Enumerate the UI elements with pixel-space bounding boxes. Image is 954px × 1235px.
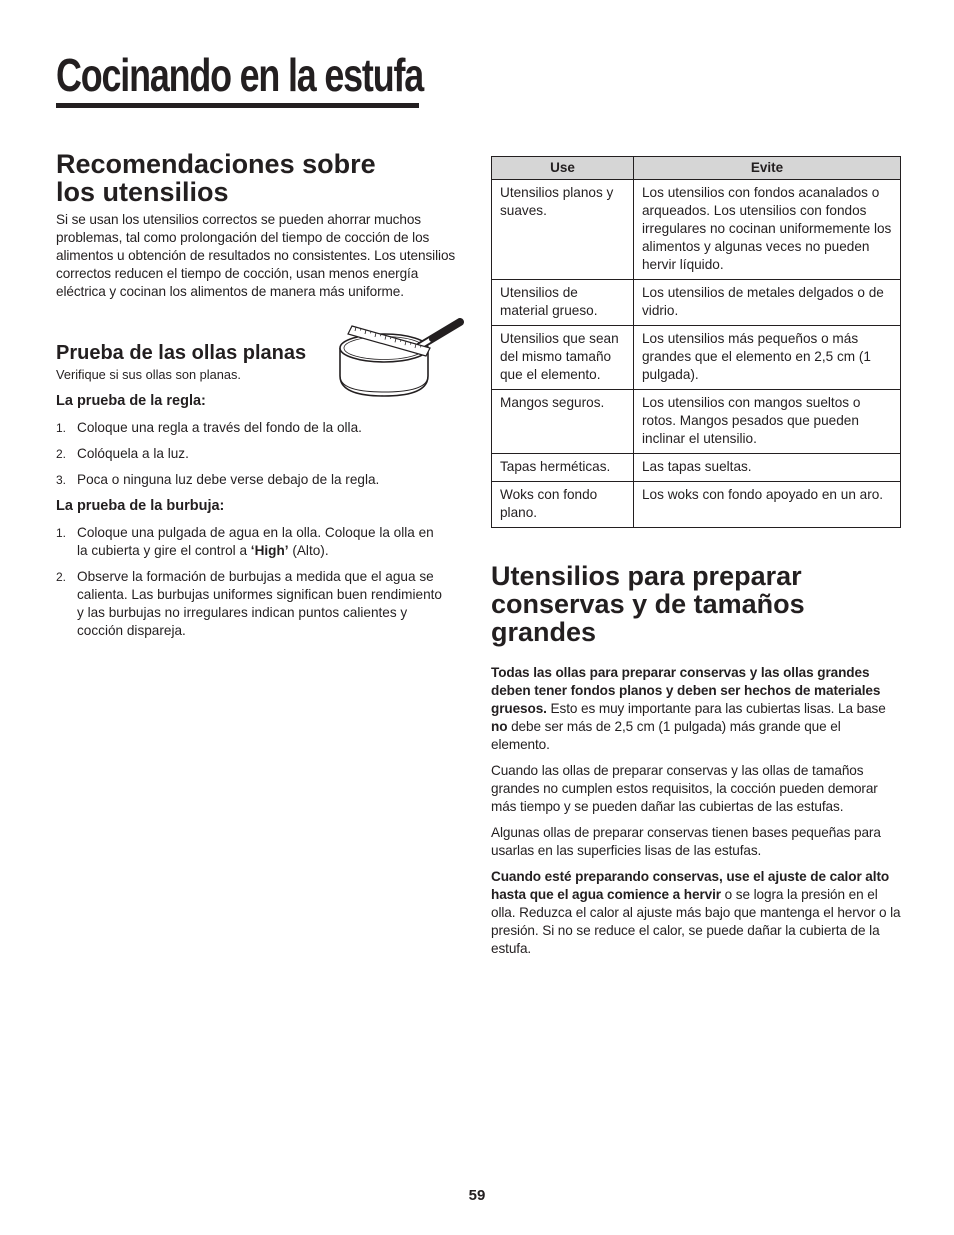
cell-avoid: Las tapas sueltas. (634, 454, 901, 482)
canning-paragraph-4: Cuando esté preparando conservas, use el ajuste de calor alto hasta que el agua comience a hervir o se logra la presión en el olla. Reduzca el calor al ajuste más bajo que mantenga el hervor o la presión. Si no se reduce el calor, se puede dañar la cubierta de la estufa. (491, 869, 901, 956)
cell-use: Mangos seguros. (492, 390, 634, 454)
title-rule (56, 103, 419, 108)
ruler-step: 3. Poca o ninguna luz debe verse debajo de la regla. (56, 472, 380, 487)
cell-use: Tapas herméticas. (492, 454, 634, 482)
cookware-table (491, 156, 901, 528)
cell-avoid: Los utensilios de metales delgados o de vidrio. (634, 280, 901, 326)
table-row (492, 390, 901, 454)
table-row (492, 326, 901, 390)
heading-line: los utensilios (56, 177, 229, 207)
canning-paragraph-3: Algunas ollas de preparar conservas tienen bases pequeñas para usarlas en las superficies lisas de las estufas. (491, 825, 881, 858)
flat-test-heading: Prueba de las ollas planas (56, 342, 307, 364)
section-heading-utensils (56, 150, 456, 206)
table-row (492, 280, 901, 326)
cell-use: Utensilios de material grueso. (492, 280, 634, 326)
cell-avoid: Los utensilios con mangos sueltos o rotos. Mangos pesados que pueden inclinar el utensilio. (634, 390, 901, 454)
canning-paragraph-2: Cuando las ollas de preparar conservas y las ollas de tamaños grandes no cumplen estos requisitos, la cocción pueden demorar más tiempo y se pueden dañar las cubiertas de las estufas. (491, 763, 878, 814)
header-avoid: Evite (634, 157, 901, 180)
bubble-step: 1. Coloque una pulgada de agua en la olla. Coloque la olla en la cubierta y gire el control a ‘High’ (Alto). (56, 525, 434, 558)
page-number: 59 (468, 1187, 486, 1204)
ruler-step: 1. Coloque una regla a través del fondo de la olla. (56, 420, 362, 435)
bubble-step: 2. Observe la formación de burbujas a medida que el agua se calienta. Las burbujas uniformes significan buen rendimiento y las burbujas no irregulares indican puntos calientes y cocción dispareja. (56, 569, 442, 638)
section-heading-canning (491, 562, 901, 646)
table-row (492, 454, 901, 482)
cell-avoid: Los utensilios más pequeños o más grandes que el elemento en 2,5 cm (1 pulgada). (634, 326, 901, 390)
heading-line: Recomendaciones sobre (56, 149, 376, 179)
heading-line: grandes (491, 617, 597, 647)
bubble-steps (56, 524, 448, 640)
ruler-step: 2. Colóquela a la luz. (56, 446, 189, 461)
heading-line: conservas y de tamaños (491, 589, 805, 619)
flat-test-subtitle: Verifique si sus ollas son planas. (56, 367, 241, 382)
cell-use: Utensilios que sean del mismo tamaño que el elemento. (492, 326, 634, 390)
canning-paragraph-1: Todas las ollas para preparar conservas y las ollas grandes deben tener fondos planos y deben ser hechos de materiales gruesos. Esto es muy importante para las cubiertas lisas. La base no debe ser más de 2,5 cm (1 pulgada) más grande que el elemento. (491, 665, 886, 752)
cell-avoid: Los woks con fondo apoyado en un aro. (634, 482, 901, 528)
page-title: Cocinando en la estufa (56, 49, 424, 101)
table-header-row (492, 157, 901, 180)
bubble-test-heading: La prueba de la burbuja: (56, 498, 225, 514)
heading-line: Utensilios para preparar (491, 561, 802, 591)
ruler-steps (56, 419, 456, 489)
cell-avoid: Los utensilios con fondos acanalados o arqueados. Los utensilios con fondos irregulares no cocinan uniformemente los alimentos y algunas veces no pueden hervir líquido. (634, 180, 901, 280)
table-row (492, 180, 901, 280)
cell-use: Utensilios planos y suaves. (492, 180, 634, 280)
cell-use: Woks con fondo plano. (492, 482, 634, 528)
pot-ruler-illustration (336, 318, 466, 400)
header-use: Use (492, 157, 634, 180)
right-column (491, 156, 901, 958)
table-row (492, 482, 901, 528)
ruler-test-heading: La prueba de la regla: (56, 393, 206, 409)
intro-paragraph: Si se usan los utensilios correctos se pueden ahorrar muchos problemas, tal como prolongación del tiempo de cocción de los alimentos u obtención de resultados no consistentes. Los utensilios correctos reducen el tiempo de cocción, usan menos energía eléctrica y cocinan los alimentos de manera más uniforme. (56, 212, 456, 299)
